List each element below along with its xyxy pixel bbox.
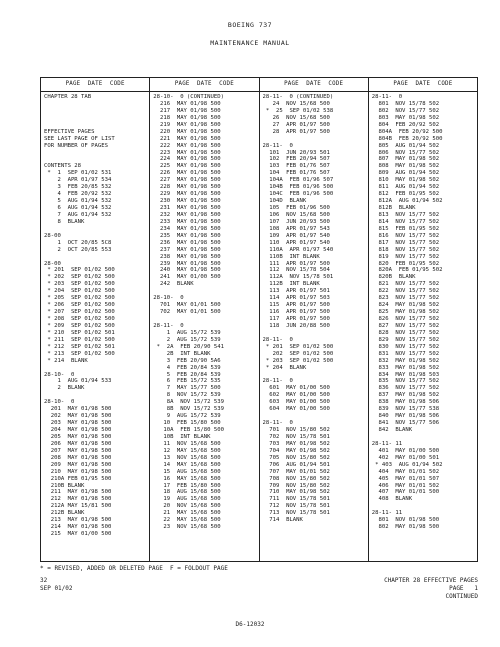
column-body <box>369 92 477 531</box>
column-4 <box>369 78 477 561</box>
list-item: 10 FEB 15/80 500 <box>153 420 221 427</box>
list-item: 20 NOV 15/68 500 <box>153 503 221 510</box>
list-item: 28-11- 0 <box>262 142 293 149</box>
list-item: 218 MAY 01/98 500 <box>153 114 221 121</box>
list-item: 117 APR 01/97 500 <box>262 316 330 322</box>
list-item <box>44 150 149 157</box>
list-item: 22 MAY 15/68 500 <box>153 517 221 524</box>
list-item: 19 AUG 15/68 500 <box>153 496 221 503</box>
list-item: 108 APR 01/97 543 <box>262 225 330 232</box>
list-item: 17 FEB 15/80 500 <box>153 482 221 489</box>
list-item: 28-11- 0 <box>262 420 293 427</box>
list-item: 28-11- 0 <box>371 94 403 100</box>
list-item: 829 NOV 15/77 502 <box>371 336 440 343</box>
list-item: 116 APR 01/97 500 <box>262 309 330 316</box>
list-item: 216 MAY 01/98 500 <box>153 100 221 107</box>
list-item: 112A NOV 15/78 501 <box>262 274 334 281</box>
list-item: 837 MAY 01/98 502 <box>371 392 440 399</box>
list-item: 225 MAY 01/98 500 <box>153 163 221 170</box>
list-item: 28-10- 0 <box>44 371 75 378</box>
list-item: 4 FEB 20/84 539 <box>153 364 221 371</box>
list-item: 802 MAY 01/98 500 <box>371 524 440 531</box>
list-item: 227 MAY 01/98 500 <box>153 177 221 184</box>
list-item: 21 MAY 15/68 500 <box>153 510 221 517</box>
list-item: 241 MAY 01/00 500 <box>153 274 221 281</box>
list-item: * 214 BLANK <box>44 357 88 364</box>
list-item <box>263 330 368 337</box>
list-item: 232 MAY 01/98 500 <box>153 211 221 218</box>
list-item: 841 NOV 15/77 506 <box>371 420 440 427</box>
list-item: 3 FEB 20/90 5A6 <box>153 357 221 364</box>
list-item: 212B BLANK <box>44 510 85 517</box>
list-item: 226 MAY 01/98 500 <box>153 170 221 177</box>
list-item: 210A FEB 01/95 500 <box>44 475 112 482</box>
list-item: 110B INT BLANK <box>262 253 320 260</box>
list-item <box>44 101 149 108</box>
list-item: * 2A FEB 20/90 541 <box>153 343 224 350</box>
list-item: 103 FEB 01/76 507 <box>262 163 330 170</box>
list-item: * 25 SEP 01/02 538 <box>262 107 334 114</box>
list-item: 819 NOV 15/77 502 <box>371 253 440 260</box>
list-item: 239 MAY 01/98 500 <box>153 260 221 267</box>
footer-revision-date: SEP 01/02 <box>40 585 73 592</box>
header-title: BOEING 737 <box>227 21 273 29</box>
list-item: 714 BLANK <box>262 517 303 524</box>
list-item: 404 MAY 01/01 502 <box>371 468 440 475</box>
list-item: 202 SEP 01/02 500 <box>262 350 334 357</box>
list-item: 28-10- 0 <box>153 295 184 302</box>
list-item: 16 MAY 15/68 500 <box>153 475 221 482</box>
list-item: 104 FEB 01/76 507 <box>262 170 330 177</box>
list-item: 104B FEB 01/96 500 <box>262 184 334 191</box>
list-item: 101 JUN 20/93 501 <box>262 149 330 156</box>
list-item: 13 NOV 15/68 500 <box>153 454 221 461</box>
list-item: 820 FEB 01/95 502 <box>371 260 440 267</box>
list-item: 237 MAY 01/98 500 <box>153 246 221 253</box>
list-item: 5 FEB 20/84 539 <box>153 371 221 378</box>
list-item: 402 MAY 01/00 501 <box>371 454 440 461</box>
list-item: 806 NOV 15/77 502 <box>371 149 440 156</box>
list-item: 102 FEB 20/94 507 <box>262 156 330 163</box>
list-item: 711 NOV 15/78 501 <box>262 496 330 503</box>
list-item: 235 MAY 01/98 500 <box>153 232 221 239</box>
list-item: 828 NOV 15/77 502 <box>371 329 440 336</box>
list-item: 204 MAY 01/98 500 <box>44 427 112 433</box>
list-item <box>372 434 477 441</box>
list-item <box>263 136 368 143</box>
list-item: 28-11- 0 <box>262 378 293 385</box>
list-item: 28-11- 0 <box>153 322 184 329</box>
list-item: 842 BLANK <box>371 427 413 433</box>
list-item: 18 AUG 15/68 500 <box>153 489 221 496</box>
list-item <box>44 365 149 372</box>
list-item: 811 AUG 01/94 502 <box>371 184 440 191</box>
list-item: 832 MAY 01/98 502 <box>371 357 440 364</box>
column-1 <box>41 78 150 561</box>
list-item: 2 OCT 20/85 553 <box>44 246 112 253</box>
list-item: 113 APR 01/97 501 <box>262 288 330 295</box>
list-item: 230 MAY 01/98 500 <box>153 198 221 205</box>
list-item: 804 FEB 20/92 502 <box>371 121 440 128</box>
list-item: 818 NOV 15/77 502 <box>371 246 440 253</box>
list-item <box>44 156 149 163</box>
list-item: 201 MAY 01/98 500 <box>44 406 112 413</box>
list-item: 712 NOV 15/78 501 <box>262 503 330 510</box>
list-item: 820A FEB 01/95 502 <box>371 267 443 274</box>
list-item: 12 MAY 15/68 500 <box>153 447 221 454</box>
list-item: * 210 SEP 01/02 501 <box>44 329 115 336</box>
list-item: 206 MAY 01/98 500 <box>44 440 112 447</box>
list-item: 210 MAY 01/98 500 <box>44 468 112 475</box>
column-body <box>41 92 149 538</box>
list-item: 604 MAY 01/00 500 <box>262 406 330 413</box>
list-item <box>44 108 149 115</box>
list-item: 110A APR 01/97 540 <box>262 246 334 253</box>
footer-legend: * = REVISED, ADDED OR DELETED PAGE F = FOLDOUT PAGE <box>40 565 228 572</box>
list-item: 2 BLANK <box>44 385 85 392</box>
list-item: 802 NOV 15/77 502 <box>371 107 440 114</box>
list-item: 231 MAY 01/98 500 <box>153 205 221 211</box>
list-item: 705 NOV 15/80 502 <box>262 454 330 461</box>
list-item: 7 AUG 01/94 532 <box>44 211 112 218</box>
list-item: 1 AUG 15/72 539 <box>153 329 221 336</box>
list-item: 804A FEB 20/92 500 <box>371 128 443 135</box>
list-item: 804B FEB 20/92 500 <box>371 135 443 142</box>
list-item: 713 NOV 15/78 501 <box>262 510 330 517</box>
list-item: 104C FEB 01/96 500 <box>262 191 334 198</box>
list-item <box>44 122 149 129</box>
list-item: 408 BLANK <box>371 496 413 503</box>
list-item: 406 MAY 01/01 502 <box>371 482 440 489</box>
list-item: 812B BLANK <box>371 205 416 211</box>
column-body <box>150 92 258 531</box>
list-item: 822 NOV 15/77 502 <box>371 288 440 295</box>
list-item: 211 MAY 01/98 500 <box>44 489 112 496</box>
list-item: 840 MAY 01/98 506 <box>371 413 440 420</box>
list-item: 234 MAY 01/98 500 <box>153 225 221 232</box>
list-item: * 201 SEP 01/02 500 <box>44 267 115 274</box>
list-item: 831 NOV 15/77 502 <box>371 350 440 357</box>
list-item: 405 MAY 01/01 507 <box>371 475 440 482</box>
list-item: 236 MAY 01/98 500 <box>153 239 221 246</box>
list-item: 215 MAY 01/00 500 <box>44 531 112 538</box>
list-item: 2 AUG 15/72 539 <box>153 336 221 343</box>
list-item: 710 MAY 01/98 502 <box>262 489 330 496</box>
list-item: 114 APR 01/97 503 <box>262 295 330 302</box>
list-item: 224 MAY 01/98 500 <box>153 156 221 163</box>
list-item: 707 MAY 01/01 502 <box>262 468 330 475</box>
list-item: * 212 SEP 01/02 501 <box>44 343 115 350</box>
effective-pages-table <box>40 77 478 562</box>
list-item <box>263 413 368 420</box>
list-item: 23 NOV 15/68 500 <box>153 524 221 531</box>
list-item: 8B NOV 15/72 539 <box>153 406 224 413</box>
footer-revision-number: 32 <box>40 577 48 584</box>
list-item: 11 NOV 15/68 500 <box>153 440 221 447</box>
list-item: 214 MAY 01/98 500 <box>44 524 112 531</box>
list-item <box>153 288 258 295</box>
list-item: 830 NOV 15/77 502 <box>371 343 440 350</box>
list-item: 825 MAY 01/98 502 <box>371 309 440 316</box>
column-3 <box>260 78 369 561</box>
list-item: 827 NOV 15/77 502 <box>371 322 440 329</box>
list-item: 238 MAY 01/98 500 <box>153 253 221 260</box>
list-item: 109 APR 01/97 540 <box>262 232 330 239</box>
list-item: 4 FEB 20/92 532 <box>44 191 112 198</box>
list-item: 221 MAY 01/98 500 <box>153 135 221 142</box>
list-item: 808 MAY 01/98 502 <box>371 163 440 170</box>
list-item: 812A AUG 01/94 502 <box>371 198 443 205</box>
list-item: 8 BLANK <box>44 218 85 225</box>
list-item: 401 MAY 01/00 500 <box>371 447 440 454</box>
footer-chapter-title: CHAPTER 28 EFFECTIVE PAGES <box>384 577 478 584</box>
list-item: 823 NOV 15/77 502 <box>371 295 440 302</box>
list-item: * 202 SEP 01/02 500 <box>44 274 115 281</box>
list-item: 203 MAY 01/98 500 <box>44 420 112 427</box>
list-item: 602 MAY 01/00 500 <box>262 392 330 399</box>
list-item: 223 MAY 01/98 500 <box>153 149 221 156</box>
list-item: * 211 SEP 01/02 500 <box>44 336 115 343</box>
list-item: 803 MAY 01/98 502 <box>371 114 440 121</box>
list-item: 212 MAY 01/98 500 <box>44 496 112 503</box>
list-item: 807 MAY 01/98 502 <box>371 156 440 163</box>
list-item: 701 NOV 15/80 502 <box>262 427 330 433</box>
list-item: 112B INT BLANK <box>262 281 320 288</box>
list-item: 28-10- 0 <box>44 399 75 406</box>
list-item: * 207 SEP 01/02 500 <box>44 309 115 316</box>
list-item: 702 NOV 15/78 501 <box>262 433 330 440</box>
list-item <box>44 392 149 399</box>
list-item: 15 AUG 15/68 500 <box>153 468 221 475</box>
list-item: * 1 SEP 01/02 531 <box>44 170 112 177</box>
list-item: 1 AUG 01/94 533 <box>44 378 112 385</box>
list-item: 118 JUN 20/88 500 <box>262 322 330 329</box>
list-item: 824 MAY 01/98 502 <box>371 302 440 309</box>
list-item: 1 OCT 20/85 5C8 <box>44 239 112 246</box>
list-item: * 206 SEP 01/02 500 <box>44 302 115 309</box>
list-item: EFFECTIVE PAGES <box>44 128 95 135</box>
list-item: 810 MAY 01/98 502 <box>371 177 440 184</box>
list-item: 242 BLANK <box>153 281 194 288</box>
list-item: 7 MAY 15/77 500 <box>153 385 221 392</box>
list-item: 28-11- 11 <box>371 440 403 447</box>
list-item: 202 MAY 01/98 500 <box>44 413 112 420</box>
list-item <box>44 226 149 233</box>
column-heading: PAGE DATE CODE <box>41 78 149 92</box>
list-item: 229 MAY 01/98 500 <box>153 191 221 198</box>
list-item: 220 MAY 01/98 500 <box>153 128 221 135</box>
list-item: 107 JUN 20/93 500 <box>262 218 330 225</box>
list-item: 27 APR 01/97 500 <box>262 121 330 128</box>
list-item: 10B INT BLANK <box>153 433 211 440</box>
list-item: 701 MAY 01/01 500 <box>153 302 221 309</box>
list-item: 709 NOV 15/80 502 <box>262 482 330 489</box>
footer-page-number: PAGE 1 <box>449 585 478 592</box>
list-item: 815 FEB 01/95 502 <box>371 225 440 232</box>
list-item: * 203 SEP 01/02 500 <box>262 357 334 364</box>
list-item: 104A FEB 01/96 507 <box>262 177 334 184</box>
list-item: FOR NUMBER OF PAGES <box>44 142 108 149</box>
column-heading: PAGE DATE CODE <box>150 78 258 92</box>
list-item: 814 NOV 15/77 502 <box>371 218 440 225</box>
footer-continued: CONTINUED <box>445 593 478 600</box>
list-item: 833 MAY 01/98 502 <box>371 364 440 371</box>
list-item: 240 MAY 01/98 500 <box>153 267 221 274</box>
list-item: 219 MAY 01/98 500 <box>153 121 221 128</box>
list-item: 28-00 <box>44 232 61 239</box>
list-item: 816 NOV 15/77 502 <box>371 232 440 239</box>
list-item: 28-10- 0 (CONTINUED) <box>153 94 224 100</box>
list-item: 817 NOV 15/77 502 <box>371 239 440 246</box>
list-item: 3 FEB 20/85 532 <box>44 184 112 191</box>
list-item: 210B BLANK <box>44 482 85 489</box>
list-item: 839 NOV 15/77 538 <box>371 406 440 413</box>
list-item: 28-11- 11 <box>371 510 403 517</box>
list-item: 8A NOV 15/72 539 <box>153 399 224 406</box>
list-item: 112 NOV 15/78 504 <box>262 267 330 274</box>
list-item: 2 APR 01/97 534 <box>44 177 112 184</box>
list-item: 207 MAY 01/98 500 <box>44 447 112 454</box>
list-item <box>263 372 368 379</box>
list-item: 209 MAY 01/98 500 <box>44 461 112 468</box>
list-item <box>44 254 149 261</box>
list-item: 813 NOV 15/77 502 <box>371 211 440 218</box>
list-item: * 213 SEP 01/02 500 <box>44 350 115 357</box>
list-item: 24 NOV 15/68 500 <box>262 100 330 107</box>
list-item: 110 APR 01/97 540 <box>262 239 330 246</box>
list-item: 801 NOV 01/98 500 <box>371 517 440 524</box>
list-item: * 204 SEP 01/02 500 <box>44 288 115 295</box>
list-item: * 205 SEP 01/02 500 <box>44 295 115 302</box>
list-item: 601 MAY 01/00 500 <box>262 385 330 392</box>
list-item: 205 MAY 01/98 500 <box>44 433 112 440</box>
list-item: * 201 SEP 01/02 500 <box>262 343 334 350</box>
list-item <box>44 115 149 122</box>
list-item: 14 MAY 15/68 500 <box>153 461 221 468</box>
list-item: 9 AUG 15/72 539 <box>153 413 221 420</box>
list-item: 704 MAY 01/98 502 <box>262 447 330 454</box>
list-item: 115 APR 01/97 500 <box>262 302 330 309</box>
list-item: 28-11- 0 <box>262 336 293 343</box>
list-item: 812 FEB 01/95 502 <box>371 191 440 198</box>
column-heading: PAGE DATE CODE <box>369 78 477 92</box>
list-item: 222 MAY 01/98 500 <box>153 142 221 149</box>
list-item: 28 APR 01/97 500 <box>262 128 330 135</box>
list-item: 702 MAY 01/01 500 <box>153 309 221 316</box>
list-item: 6 FEB 15/72 535 <box>153 378 221 385</box>
list-item: 826 NOV 15/77 502 <box>371 316 440 322</box>
list-item: * 209 SEP 01/02 500 <box>44 322 115 329</box>
list-item: SEE LAST PAGE OF LIST <box>44 135 115 142</box>
list-item: * 204 BLANK <box>262 364 307 371</box>
header-subtitle: MAINTENANCE MANUAL <box>210 39 290 47</box>
list-item: 706 AUG 01/94 501 <box>262 461 330 468</box>
list-item: 212A MAY 15/81 500 <box>44 503 112 510</box>
column-2 <box>150 78 259 561</box>
list-item: 407 MAY 01/01 500 <box>371 489 440 496</box>
list-item: 233 MAY 01/98 500 <box>153 218 221 225</box>
list-item: CHAPTER 28 TAB <box>44 94 92 100</box>
list-item <box>372 503 477 510</box>
list-item: * 208 SEP 01/02 500 <box>44 316 115 322</box>
list-item: 6 AUG 01/94 532 <box>44 205 112 211</box>
list-item: 809 AUG 01/94 502 <box>371 170 440 177</box>
list-item: 805 AUG 01/94 502 <box>371 142 440 149</box>
column-heading: PAGE DATE CODE <box>260 78 368 92</box>
list-item: * 203 SEP 01/02 500 <box>44 281 115 288</box>
list-item: 213 MAY 01/98 500 <box>44 517 112 524</box>
list-item: 603 MAY 01/00 500 <box>262 399 330 406</box>
list-item: 708 NOV 15/80 502 <box>262 475 330 482</box>
list-item: 835 NOV 15/77 502 <box>371 378 440 385</box>
list-item: * 403 AUG 01/94 502 <box>371 461 443 468</box>
list-item: 111 APR 01/97 500 <box>262 260 330 267</box>
list-item: 703 MAY 01/98 502 <box>262 440 330 447</box>
list-item: 10A FEB 15/80 500 <box>153 427 224 433</box>
list-item: 834 MAY 01/98 503 <box>371 371 440 378</box>
list-item: 838 MAY 01/98 506 <box>371 399 440 406</box>
column-body <box>260 92 368 524</box>
list-item: CONTENTS 28 <box>44 163 82 170</box>
footer-document-number: D6-12032 <box>235 621 265 628</box>
list-item: 821 NOV 15/77 502 <box>371 281 440 288</box>
list-item: 801 NOV 15/78 502 <box>371 100 440 107</box>
list-item: 217 MAY 01/98 500 <box>153 107 221 114</box>
list-item: 208 MAY 01/98 500 <box>44 454 112 461</box>
list-item: 8 NOV 15/72 539 <box>153 392 221 399</box>
list-item: 106 NOV 15/68 500 <box>262 211 330 218</box>
list-item: 2B INT BLANK <box>153 350 211 357</box>
list-item: 820B BLANK <box>371 274 416 281</box>
list-item: 836 NOV 15/77 502 <box>371 385 440 392</box>
list-item: 26 NOV 15/68 500 <box>262 114 330 121</box>
list-item: 105 FEB 01/96 500 <box>262 205 330 211</box>
list-item: 228 MAY 01/98 500 <box>153 184 221 191</box>
list-item: 28-11- 0 (CONTINUED) <box>262 94 334 100</box>
list-item: 28-00 <box>44 260 61 267</box>
list-item <box>153 316 258 323</box>
list-item: 5 AUG 01/94 532 <box>44 198 112 205</box>
list-item: 104D BLANK <box>262 198 307 205</box>
